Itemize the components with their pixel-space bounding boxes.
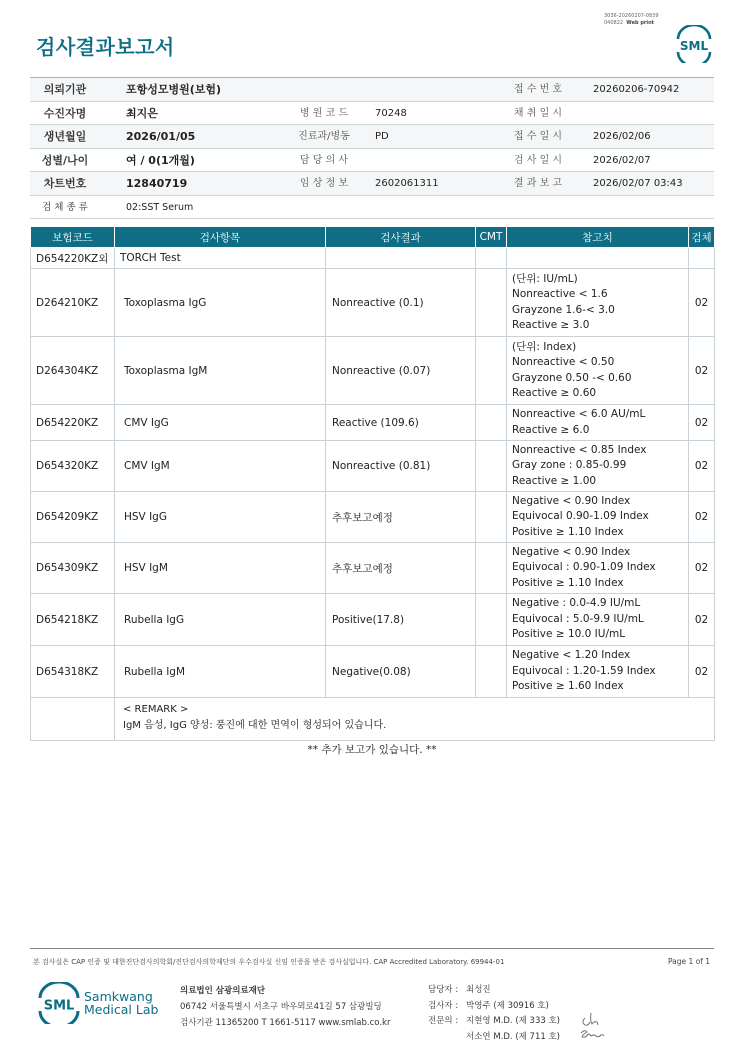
value-result-report: 2026/02/07 03:43	[593, 178, 683, 189]
remark-row	[31, 698, 715, 741]
cell-result: Nonreactive (0.1)	[326, 269, 476, 337]
ref-line: Grayzone 1.6-< 3.0	[512, 303, 615, 316]
ref-line: Equivocal : 1.20-1.59 Index	[512, 664, 656, 677]
cell-code: D654218KZ	[31, 594, 115, 646]
brand-name	[84, 990, 158, 1016]
ref-line: Negative < 0.90 Index	[512, 545, 631, 558]
cell-code: D654318KZ	[31, 646, 115, 698]
cell-specimen: 02	[689, 441, 715, 492]
brand-name-line1: Samkwang	[84, 989, 153, 1004]
cell-result: Reactive (109.6)	[326, 405, 476, 441]
ref-line: Reactive ≥ 3.0	[512, 319, 590, 331]
corporate-address: 06742 서울특별시 서초구 바우뫼로41길 57 삼광빌딩	[180, 1002, 382, 1012]
label-chart-number: 차트번호	[43, 177, 87, 190]
table-row	[31, 441, 715, 492]
page-number: Page 1 of 1	[668, 957, 711, 966]
label-collection-date: 채 취 일 시	[513, 107, 563, 119]
cell-item: Rubella IgM	[115, 646, 326, 698]
cell-specimen: 02	[689, 543, 715, 594]
table-row-group	[31, 248, 715, 269]
cell-item: CMV IgM	[115, 441, 326, 492]
table-row	[31, 646, 715, 698]
cell-result: Positive(17.8)	[326, 594, 476, 646]
ref-line: (단위: IU/mL)	[512, 272, 578, 285]
cell-item: Toxoplasma IgG	[115, 269, 326, 337]
cell-item: CMV IgG	[115, 405, 326, 441]
col-insurance-code: 보험코드	[31, 227, 115, 248]
ref-line: (단위: Index)	[512, 340, 577, 353]
col-cmt: CMT	[476, 227, 507, 248]
ref-line: Negative < 1.20 Index	[512, 649, 631, 662]
value-sex-age: 여 / 0(1개월)	[126, 153, 195, 167]
remark-text: IgM 음성, IgG 양성: 풍진에 대한 면역이 형성되어 있습니다.	[123, 720, 387, 731]
col-reference: 참고치	[507, 227, 689, 248]
cell-result	[326, 248, 476, 269]
ref-line: Reactive ≥ 6.0	[512, 423, 590, 436]
ref-line: Nonreactive < 6.0 AU/mL	[512, 408, 646, 420]
ref-line: Gray zone : 0.85-0.99	[512, 459, 627, 472]
cell-cmt	[476, 543, 507, 594]
staff-row	[428, 1014, 560, 1030]
value-accession-number: 20260206-70942	[593, 84, 680, 95]
sml-brand-logo-icon	[36, 982, 82, 1024]
staff-name: 박영주 (제 30916 호)	[466, 1000, 549, 1011]
table-row	[31, 269, 715, 337]
cell-code: D654320KZ	[31, 441, 115, 492]
cell-specimen: 02	[689, 646, 715, 698]
value-hospital-code: 70248	[375, 107, 407, 119]
remark-code-cell	[31, 698, 115, 741]
cell-item: Rubella IgG	[115, 594, 326, 646]
cell-item: HSV IgG	[115, 492, 326, 543]
table-row	[31, 405, 715, 441]
corporate-name	[180, 983, 390, 999]
cell-ref	[507, 646, 689, 698]
cell-ref	[507, 248, 689, 269]
corporate-contact: 검사기관 11365200 T 1661-5117 www.smlab.co.kr	[180, 1018, 391, 1028]
value-test-date: 2026/02/07	[593, 154, 651, 166]
label-accession-number: 접 수 번 호	[513, 84, 563, 95]
ref-line: Grayzone 0.50 -< 0.60	[512, 371, 632, 384]
ref-line: Positive ≥ 1.10 Index	[512, 576, 624, 589]
ref-line: Positive ≥ 1.10 Index	[512, 525, 624, 538]
value-specimen-type: 02:SST Serum	[126, 201, 194, 213]
col-test-item: 검사항목	[115, 227, 326, 248]
cell-ref	[507, 492, 689, 543]
staff-name: 지현영 M.D. (제 333 호)	[466, 1016, 561, 1026]
staff-name: 최성진	[466, 985, 491, 995]
footer-divider	[30, 948, 714, 949]
cell-ref	[507, 441, 689, 492]
ref-line: Nonreactive < 0.85 Index	[512, 443, 647, 456]
cell-ref	[507, 337, 689, 405]
label-department: 진료과/병동	[298, 131, 350, 142]
staff-row	[428, 999, 560, 1015]
staff-role: 담당자 :	[428, 985, 459, 995]
label-received-date: 접 수 일 시	[513, 131, 563, 142]
table-row	[31, 543, 715, 594]
label-specimen-type: 검 체 종 류	[42, 201, 88, 213]
signature-icon	[576, 1008, 610, 1042]
print-code-line2	[604, 20, 659, 27]
cell-specimen: 02	[689, 337, 715, 405]
label-birth-date: 생년월일	[43, 130, 87, 143]
cell-ref	[507, 594, 689, 646]
ref-line: Negative : 0.0-4.9 IU/mL	[512, 597, 641, 610]
label-clinical-info: 임 상 정 보	[299, 178, 349, 189]
cell-cmt	[476, 646, 507, 698]
certification-note: 본 검사실은 CAP 인증 및 대한진단검사의학회/진단검사의학재단의 우수검사실 신임 인증을 받은 검사실입니다. CAP Accredited Laboratory. 69944-01	[33, 958, 505, 966]
header-row	[30, 172, 714, 196]
table-header-row	[31, 227, 715, 248]
value-received-date: 2026/02/06	[593, 131, 651, 142]
cell-code: D264304KZ	[31, 337, 115, 405]
cell-specimen: 02	[689, 405, 715, 441]
value-chart-number: 12840719	[126, 177, 188, 190]
cell-code: D654220KZ외	[31, 248, 115, 269]
cell-code: D654220KZ	[31, 405, 115, 441]
ref-line: Positive ≥ 10.0 IU/mL	[512, 628, 626, 641]
staff-name: 서소연 M.D. (제 711 호)	[466, 1031, 561, 1042]
table-row	[31, 337, 715, 405]
ref-line: Equivocal : 5.0-9.9 IU/mL	[512, 612, 644, 625]
cell-cmt	[476, 492, 507, 543]
cell-code: D654209KZ	[31, 492, 115, 543]
sml-logo-icon	[674, 25, 714, 63]
label-patient-name: 수진자명	[43, 106, 87, 120]
cell-ref	[507, 269, 689, 337]
corporate-name-text: 의료법인 삼광의료재단	[180, 986, 266, 996]
ref-line: Nonreactive < 0.50	[512, 356, 615, 368]
header-row	[30, 196, 714, 220]
ref-line: Equivocal 0.90-1.09 Index	[512, 510, 649, 523]
label-sex-age: 성별/나이	[41, 153, 89, 167]
cell-code: D264210KZ	[31, 269, 115, 337]
table-row	[31, 594, 715, 646]
cell-code: D654309KZ	[31, 543, 115, 594]
col-specimen: 검체	[689, 227, 715, 248]
cell-result: Negative(0.08)	[326, 646, 476, 698]
value-department: PD	[375, 131, 389, 142]
value-birth-date: 2026/01/05	[126, 130, 196, 143]
value-patient-name: 최지은	[126, 106, 158, 120]
cell-ref	[507, 543, 689, 594]
ref-line: Reactive ≥ 1.00	[512, 474, 597, 487]
staff-role: 검사자 :	[428, 1000, 459, 1011]
brand-name-line2: Medical Lab	[84, 1002, 159, 1017]
table-row	[31, 492, 715, 543]
additional-report-notice: ** 추가 보고가 있습니다. **	[307, 744, 437, 756]
cell-cmt	[476, 269, 507, 337]
corporate-info	[180, 983, 390, 1031]
print-code-line1: 3036-20260207-0839	[604, 13, 659, 19]
cell-cmt	[476, 337, 507, 405]
header-row	[30, 125, 714, 149]
web-print-label: Web print	[626, 20, 655, 26]
cell-result: 추후보고예정	[326, 543, 476, 594]
cell-cmt	[476, 594, 507, 646]
brand-logo-text: SML	[43, 998, 75, 1014]
staff-row	[428, 983, 560, 999]
cell-cmt	[476, 248, 507, 269]
remark-cell	[115, 698, 715, 741]
print-code-number: 040822	[604, 20, 624, 26]
cell-result: Nonreactive (0.81)	[326, 441, 476, 492]
label-test-date: 검 사 일 시	[513, 154, 563, 166]
value-clinical-info: 2602061311	[375, 178, 439, 189]
staff-row	[428, 1030, 560, 1046]
page-title: 검사결과보고서	[36, 35, 175, 59]
cell-item: HSV IgM	[115, 543, 326, 594]
cell-result: Nonreactive (0.07)	[326, 337, 476, 405]
value-referring-org: 포항성모병원(보험)	[126, 83, 222, 96]
results-table	[30, 226, 715, 741]
staff-role: 전문의 :	[428, 1016, 459, 1026]
ref-line: Nonreactive < 1.6	[512, 288, 608, 300]
header-row	[30, 102, 714, 126]
remark-title: < REMARK >	[123, 704, 189, 715]
label-result-report: 결 과 보 고	[513, 178, 563, 189]
cell-item: Toxoplasma IgM	[115, 337, 326, 405]
label-referring-org: 의뢰기관	[43, 83, 87, 96]
patient-info-header	[30, 77, 714, 219]
logo-text: SML	[679, 39, 709, 53]
cell-item: TORCH Test	[115, 248, 326, 269]
header-row	[30, 149, 714, 173]
cell-ref	[507, 405, 689, 441]
cell-specimen: 02	[689, 269, 715, 337]
ref-line: Equivocal : 0.90-1.09 Index	[512, 561, 656, 574]
cell-cmt	[476, 441, 507, 492]
cell-result: 추후보고예정	[326, 492, 476, 543]
cell-cmt	[476, 405, 507, 441]
cell-specimen: 02	[689, 492, 715, 543]
header-row	[30, 78, 714, 102]
cell-specimen: 02	[689, 594, 715, 646]
ref-line: Positive ≥ 1.60 Index	[512, 680, 624, 693]
label-doctor: 담 당 의 사	[299, 154, 349, 166]
ref-line: Negative < 0.90 Index	[512, 494, 631, 507]
cell-specimen	[689, 248, 715, 269]
label-hospital-code: 병 원 코 드	[299, 107, 349, 119]
print-code	[604, 13, 659, 27]
ref-line: Reactive ≥ 0.60	[512, 387, 597, 399]
staff-list	[428, 983, 560, 1045]
col-test-result: 검사결과	[326, 227, 476, 248]
